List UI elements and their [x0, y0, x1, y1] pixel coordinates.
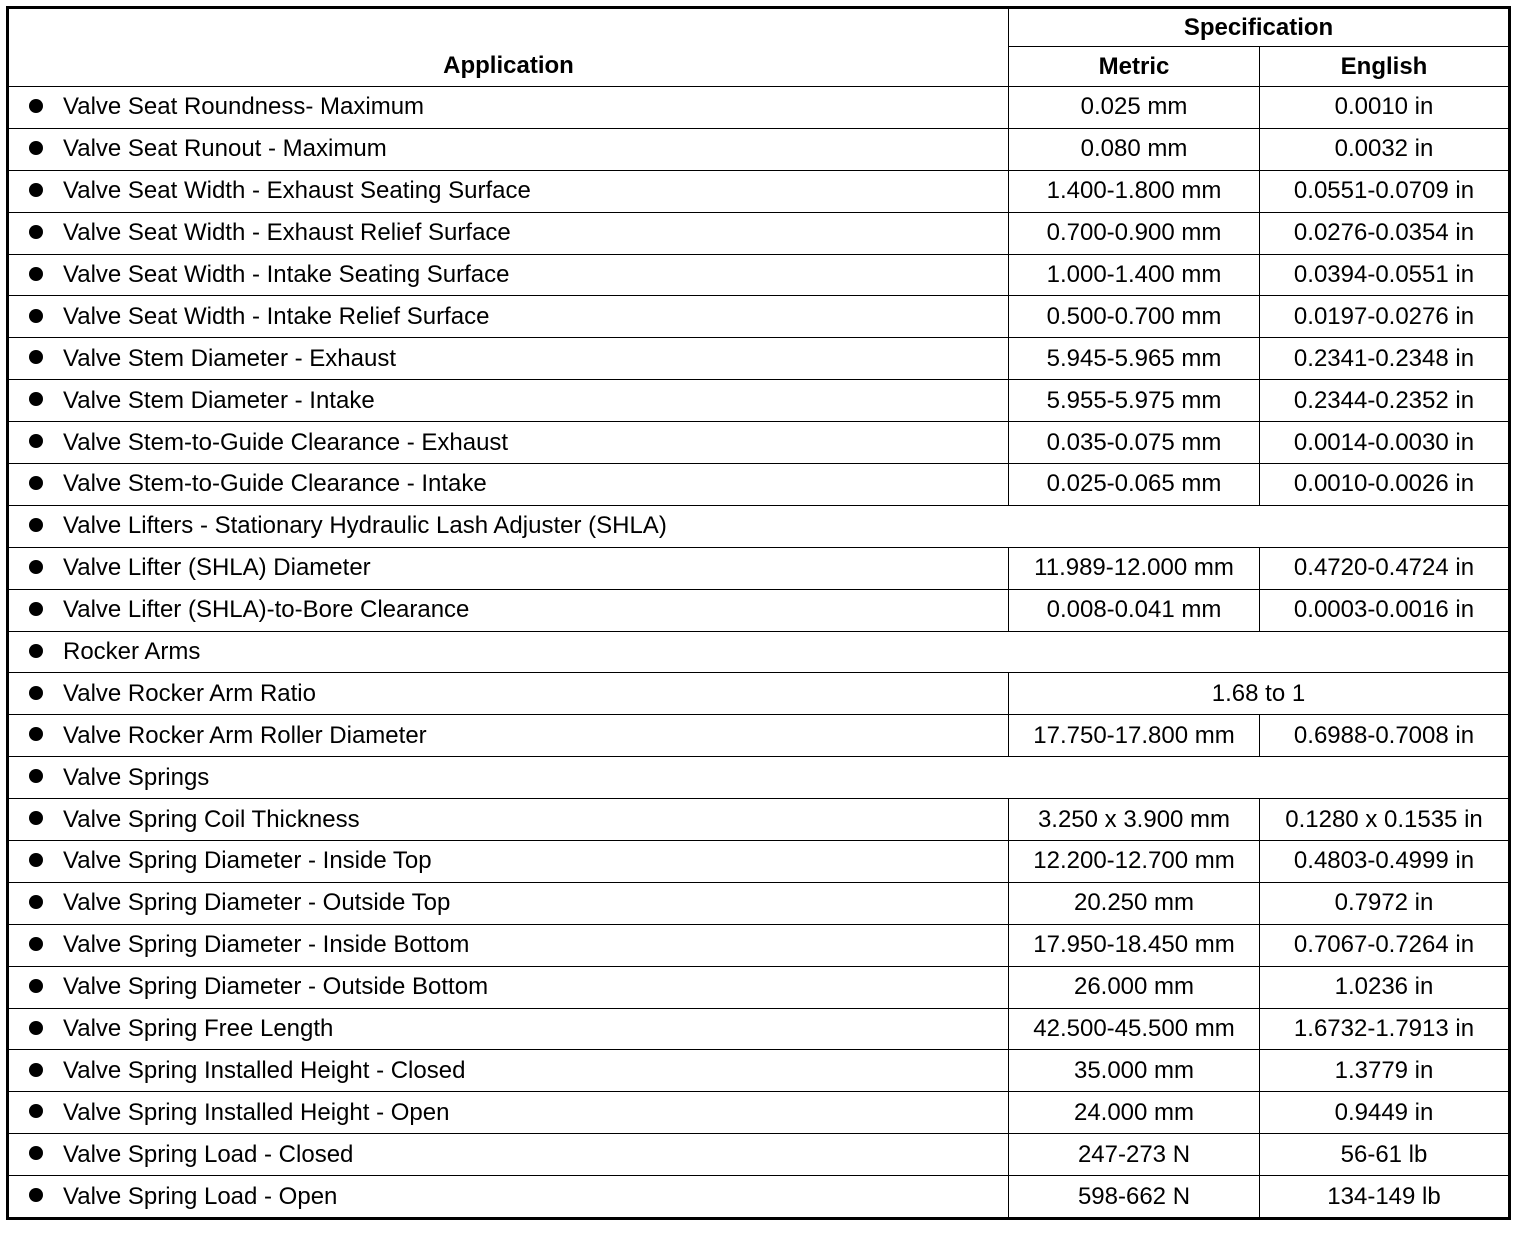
metric-value-cell: 0.008-0.041 mm: [1009, 589, 1260, 631]
bullet-icon: [29, 434, 43, 448]
bullet-icon: [29, 727, 43, 741]
application-label: Valve Stem-to-Guide Clearance - Intake: [63, 470, 487, 498]
application-label: Valve Spring Diameter - Inside Top: [63, 847, 432, 875]
application-cell: [8, 589, 1009, 631]
application-header: [8, 8, 1009, 87]
metric-value-cell: 17.950-18.450 mm: [1009, 924, 1260, 966]
application-header-label: Application: [443, 52, 574, 79]
table-row: [8, 1092, 1510, 1134]
table-row: [8, 128, 1510, 170]
application-label: Valve Seat Runout - Maximum: [63, 135, 387, 163]
bullet-icon: [29, 183, 43, 197]
metric-value-cell: 598-662 N: [1009, 1176, 1260, 1219]
application-label: Valve Seat Width - Exhaust Relief Surface: [63, 219, 511, 247]
application-label: Valve Lifter (SHLA) Diameter: [63, 554, 371, 582]
application-label: Valve Seat Width - Intake Relief Surface: [63, 302, 490, 330]
bullet-icon: [29, 99, 43, 113]
metric-value-cell: 0.500-0.700 mm: [1009, 296, 1260, 338]
table-row: [8, 1134, 1510, 1176]
application-label: Valve Lifter (SHLA)-to-Bore Clearance: [63, 596, 470, 624]
english-value-cell: 1.6732-1.7913 in: [1260, 1008, 1510, 1050]
application-label: Valve Spring Coil Thickness: [63, 805, 360, 833]
specification-table: [6, 6, 1511, 1220]
application-label: Valve Spring Diameter - Inside Bottom: [63, 931, 470, 959]
application-cell: [8, 380, 1009, 422]
application-cell: [8, 1008, 1009, 1050]
english-value-cell: 0.0010 in: [1260, 87, 1510, 129]
application-label: Valve Lifters - Stationary Hydraulic Lash Adjuster (SHLA): [63, 512, 667, 540]
english-value-cell: 0.4720-0.4724 in: [1260, 547, 1510, 589]
english-value-cell: 0.7067-0.7264 in: [1260, 924, 1510, 966]
application-cell: [8, 254, 1009, 296]
application-cell: [8, 212, 1009, 254]
application-cell: [8, 882, 1009, 924]
application-cell: [8, 757, 1510, 799]
english-value-cell: 0.1280 x 0.1535 in: [1260, 799, 1510, 841]
application-label: Valve Stem Diameter - Intake: [63, 386, 375, 414]
table-row: [8, 673, 1510, 715]
application-cell: [8, 924, 1009, 966]
english-header: [1260, 47, 1510, 87]
bullet-icon: [29, 476, 43, 490]
application-label: Valve Spring Free Length: [63, 1015, 334, 1043]
application-label: Valve Spring Load - Closed: [63, 1140, 354, 1168]
english-value-cell: 0.2344-0.2352 in: [1260, 380, 1510, 422]
application-label: Valve Spring Diameter - Outside Bottom: [63, 973, 489, 1001]
table-row: [8, 882, 1510, 924]
application-label: Valve Stem Diameter - Exhaust: [63, 344, 397, 372]
specification-header-label: Specification: [1183, 13, 1334, 41]
bullet-icon: [29, 392, 43, 406]
metric-value-cell: 17.750-17.800 mm: [1009, 715, 1260, 757]
application-label: Valve Springs: [63, 763, 210, 791]
table-row: [8, 1008, 1510, 1050]
table-row: [8, 589, 1510, 631]
table-row: [8, 422, 1510, 464]
english-value-cell: 56-61 lb: [1260, 1134, 1510, 1176]
bullet-icon: [29, 1063, 43, 1077]
table-row: [8, 799, 1510, 841]
english-value-cell: 0.0014-0.0030 in: [1260, 422, 1510, 464]
metric-value-cell: 35.000 mm: [1009, 1050, 1260, 1092]
application-cell: [8, 505, 1510, 547]
table-body: [8, 87, 1510, 1219]
bullet-icon: [29, 811, 43, 825]
bullet-icon: [29, 267, 43, 281]
application-cell: [8, 1050, 1009, 1092]
bullet-icon: [29, 141, 43, 155]
bullet-icon: [29, 1188, 43, 1202]
application-label: Valve Spring Installed Height - Open: [63, 1098, 450, 1126]
table-row: [8, 841, 1510, 883]
application-label: Valve Rocker Arm Roller Diameter: [63, 721, 427, 749]
application-label: Valve Spring Load - Open: [63, 1182, 338, 1210]
english-value-cell: 1.0236 in: [1260, 966, 1510, 1008]
metric-value-cell: 247-273 N: [1009, 1134, 1260, 1176]
application-label: Valve Rocker Arm Ratio: [63, 679, 316, 707]
application-cell: [8, 422, 1009, 464]
bullet-icon: [29, 602, 43, 616]
english-value-cell: 0.4803-0.4999 in: [1260, 841, 1510, 883]
english-value-cell: 0.7972 in: [1260, 882, 1510, 924]
metric-header: [1009, 47, 1260, 87]
application-cell: [8, 715, 1009, 757]
english-value-cell: 0.0197-0.0276 in: [1260, 296, 1510, 338]
table-row: [8, 170, 1510, 212]
table-row: [8, 1050, 1510, 1092]
application-cell: [8, 87, 1009, 129]
section-row: [8, 757, 1510, 799]
english-header-label: English: [1340, 52, 1428, 80]
table-row: [8, 966, 1510, 1008]
english-value-cell: 0.0276-0.0354 in: [1260, 212, 1510, 254]
table-row: [8, 212, 1510, 254]
english-value-cell: 134-149 lb: [1260, 1176, 1510, 1219]
english-value-cell: 1.3779 in: [1260, 1050, 1510, 1092]
english-value-cell: 0.0010-0.0026 in: [1260, 464, 1510, 506]
metric-value-cell: 5.955-5.975 mm: [1009, 380, 1260, 422]
application-cell: [8, 338, 1009, 380]
application-cell: [8, 841, 1009, 883]
english-value-cell: 0.9449 in: [1260, 1092, 1510, 1134]
metric-value-cell: 0.080 mm: [1009, 128, 1260, 170]
bullet-icon: [29, 1021, 43, 1035]
metric-value-cell: 1.000-1.400 mm: [1009, 254, 1260, 296]
english-value-cell: 0.0551-0.0709 in: [1260, 170, 1510, 212]
table-row: [8, 380, 1510, 422]
english-value-cell: 0.6988-0.7008 in: [1260, 715, 1510, 757]
bullet-icon: [29, 1104, 43, 1118]
bullet-icon: [29, 895, 43, 909]
bullet-icon: [29, 350, 43, 364]
application-cell: [8, 464, 1009, 506]
english-value-cell: 0.0003-0.0016 in: [1260, 589, 1510, 631]
table-row: [8, 338, 1510, 380]
application-cell: [8, 966, 1009, 1008]
bullet-icon: [29, 937, 43, 951]
combined-value-cell: 1.68 to 1: [1009, 673, 1510, 715]
metric-value-cell: 0.025-0.065 mm: [1009, 464, 1260, 506]
application-label: Valve Spring Diameter - Outside Top: [63, 889, 451, 917]
application-cell: [8, 1176, 1009, 1219]
metric-value-cell: 11.989-12.000 mm: [1009, 547, 1260, 589]
bullet-icon: [29, 769, 43, 783]
table-row: [8, 547, 1510, 589]
metric-value-cell: 5.945-5.965 mm: [1009, 338, 1260, 380]
table-row: [8, 296, 1510, 338]
bullet-icon: [29, 979, 43, 993]
bullet-icon: [29, 518, 43, 532]
bullet-icon: [29, 309, 43, 323]
metric-value-cell: 0.025 mm: [1009, 87, 1260, 129]
application-label: Valve Seat Roundness- Maximum: [63, 93, 425, 121]
metric-header-label: Metric: [1098, 52, 1170, 80]
metric-value-cell: 26.000 mm: [1009, 966, 1260, 1008]
application-cell: [8, 296, 1009, 338]
metric-value-cell: 24.000 mm: [1009, 1092, 1260, 1134]
table-row: [8, 464, 1510, 506]
bullet-icon: [29, 1146, 43, 1160]
table-row: [8, 924, 1510, 966]
bullet-icon: [29, 686, 43, 700]
application-cell: [8, 170, 1009, 212]
bullet-icon: [29, 560, 43, 574]
table-row: [8, 1176, 1510, 1219]
application-cell: [8, 1092, 1009, 1134]
application-cell: [8, 673, 1009, 715]
application-cell: [8, 547, 1009, 589]
section-row: [8, 505, 1510, 547]
metric-value-cell: 1.400-1.800 mm: [1009, 170, 1260, 212]
application-cell: [8, 128, 1009, 170]
application-cell: [8, 799, 1009, 841]
specification-header: [1009, 8, 1510, 47]
metric-value-cell: 0.700-0.900 mm: [1009, 212, 1260, 254]
english-value-cell: 0.0032 in: [1260, 128, 1510, 170]
table-row: [8, 87, 1510, 129]
application-label: Rocker Arms: [63, 638, 201, 666]
metric-value-cell: 42.500-45.500 mm: [1009, 1008, 1260, 1050]
section-row: [8, 631, 1510, 673]
table-row: [8, 715, 1510, 757]
application-label: Valve Seat Width - Intake Seating Surface: [63, 261, 510, 288]
application-cell: [8, 1134, 1009, 1176]
bullet-icon: [29, 853, 43, 867]
metric-value-cell: 0.035-0.075 mm: [1009, 422, 1260, 464]
metric-value-cell: 12.200-12.700 mm: [1009, 841, 1260, 883]
bullet-icon: [29, 225, 43, 239]
metric-value-cell: 20.250 mm: [1009, 882, 1260, 924]
metric-value-cell: 3.250 x 3.900 mm: [1009, 799, 1260, 841]
application-label: Valve Seat Width - Exhaust Seating Surface: [63, 177, 531, 205]
table-row: [8, 254, 1510, 296]
english-value-cell: 0.0394-0.0551 in: [1260, 254, 1510, 296]
english-value-cell: 0.2341-0.2348 in: [1260, 338, 1510, 380]
bullet-icon: [29, 644, 43, 658]
application-label: Valve Stem-to-Guide Clearance - Exhaust: [63, 428, 509, 456]
application-cell: [8, 631, 1510, 673]
application-label: Valve Spring Installed Height - Closed: [63, 1056, 466, 1084]
